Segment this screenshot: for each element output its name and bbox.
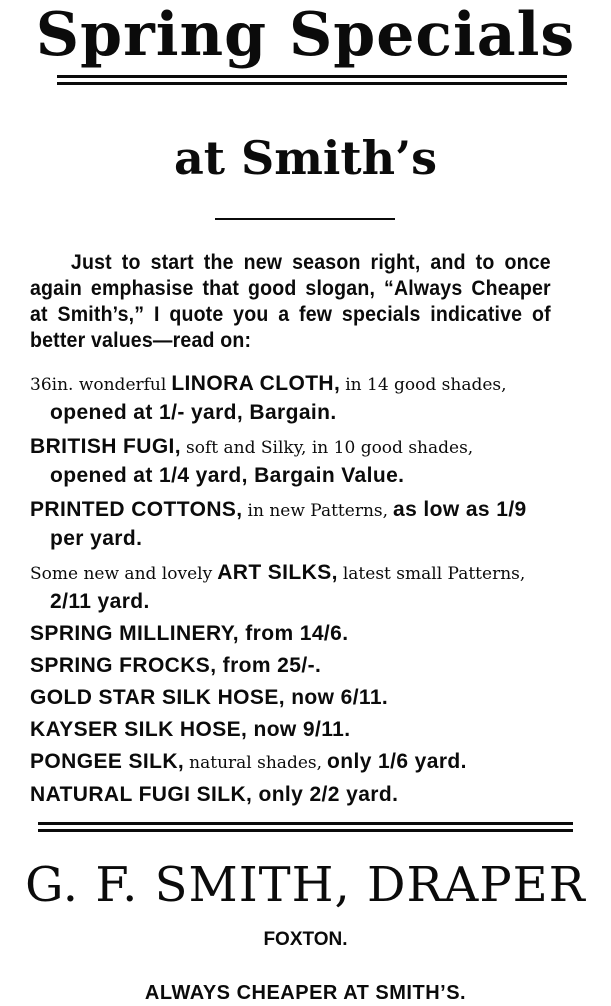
item-pre: 36in. wonderful — [30, 375, 167, 395]
special-item-printed-cottons — [30, 496, 590, 553]
business-name: G. F. SMITH, DRAPER — [25, 857, 586, 913]
intro-paragraph — [30, 250, 551, 354]
special-item-art-silks — [30, 559, 590, 616]
item-name: GOLD STAR SILK HOSE, now 6/11. — [30, 686, 389, 709]
item-post: opened at 1/4 yard, Bargain Value. — [50, 464, 405, 487]
business-slogan: ALWAYS CHEAPER AT SMITH’S. — [144, 982, 467, 1004]
item-name: PONGEE SILK, — [30, 750, 185, 773]
special-item-british-fugi — [30, 433, 590, 490]
footer-rule-top — [38, 822, 573, 825]
footer-rule-bottom — [38, 829, 573, 832]
item-name: ART SILKS, — [217, 561, 338, 584]
title-rule-bottom — [57, 82, 567, 85]
special-item-natural-fugi-silk — [30, 781, 590, 809]
item-mid: in 14 good shades, — [345, 375, 507, 395]
subtitle-divider — [215, 218, 395, 220]
item-tail: as low as 1/9 — [393, 498, 527, 521]
item-pre: Some new and lovely — [30, 564, 213, 584]
special-item-kayser-hose — [30, 716, 590, 744]
item-name: SPRING MILLINERY, from 14/6. — [30, 622, 349, 645]
item-tail: only 1/6 yard. — [327, 750, 467, 773]
item-mid: soft and Silky, in 10 good shades, — [186, 438, 474, 458]
item-mid: latest small Patterns, — [342, 564, 526, 584]
special-item-linora — [30, 370, 590, 427]
specials-list — [30, 370, 590, 809]
item-name: LINORA CLOTH, — [171, 372, 341, 395]
item-post: opened at 1/- yard, Bargain. — [50, 401, 337, 424]
item-post: per yard. — [50, 527, 143, 550]
item-name: BRITISH FUGI, — [30, 435, 182, 458]
item-mid: in new Patterns, — [247, 501, 389, 521]
ad-subtitle: at Smith’s — [173, 131, 438, 185]
item-name: NATURAL FUGI SILK, only 2/2 yard. — [30, 783, 399, 806]
item-name: KAYSER SILK HOSE, now 9/11. — [30, 718, 351, 741]
item-name: PRINTED COTTONS, — [30, 498, 243, 521]
special-item-pongee-silk — [30, 748, 590, 777]
ad-title: Spring Specials — [35, 0, 576, 70]
special-item-millinery — [30, 620, 590, 648]
special-item-gold-star-hose — [30, 684, 590, 712]
item-name: SPRING FROCKS, from 25/-. — [30, 654, 322, 677]
intro-text: Just to start the new season right, and to once again emphasise that good slogan, “Always Cheaper at Smith’s,” I quote you a few specials indicative of better values—read on: — [30, 251, 551, 352]
special-item-frocks — [30, 652, 590, 680]
title-rule-top — [57, 75, 567, 78]
item-mid: natural shades, — [189, 753, 323, 773]
item-post: 2/11 yard. — [50, 590, 150, 613]
business-town: FOXTON. — [263, 929, 348, 950]
